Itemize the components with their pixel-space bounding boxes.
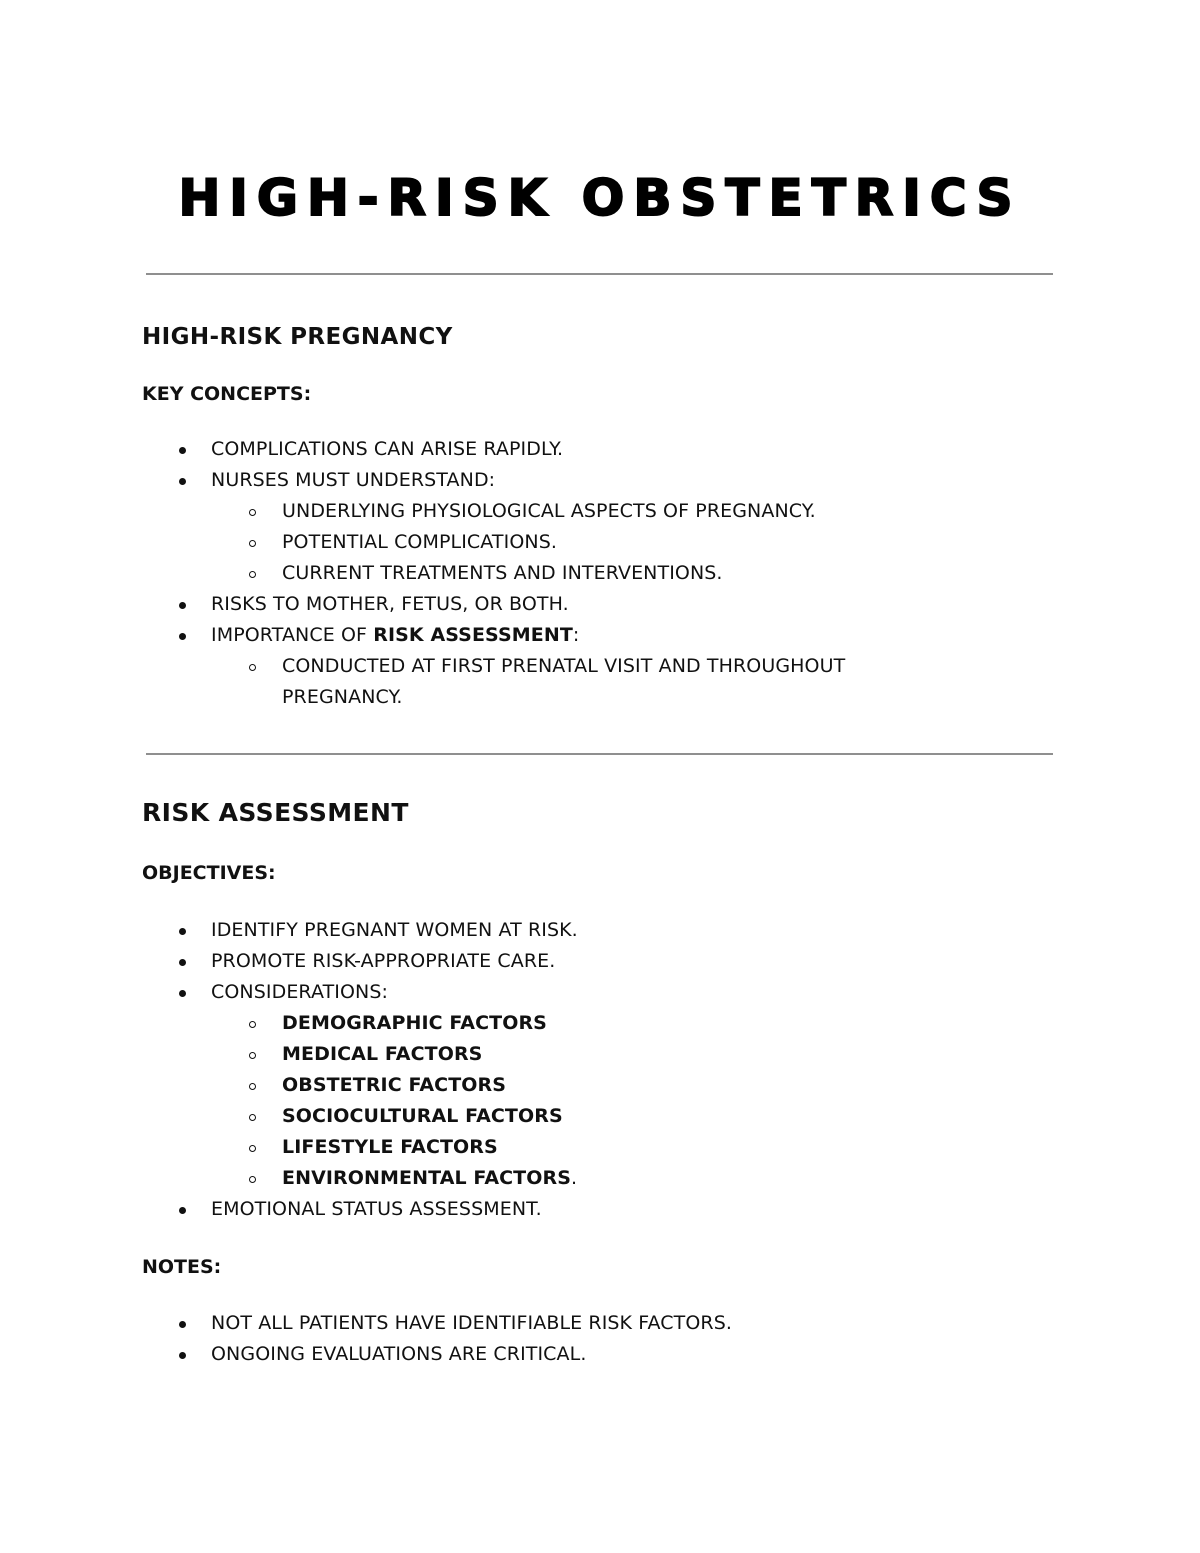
list-item-text-prefix: IMPORTANCE OF bbox=[211, 624, 374, 646]
nested-list-item: CONDUCTED AT FIRST PRENATAL VISIT AND THROUGHOUT PREGNANCY. bbox=[211, 651, 962, 713]
list-item bbox=[142, 589, 1062, 620]
section-heading: RISK ASSESSMENT bbox=[142, 798, 409, 827]
list-item bbox=[142, 1194, 1062, 1225]
nested-list-item-text: ENVIRONMENTAL FACTORS bbox=[282, 1167, 572, 1189]
section-risk-assessment bbox=[142, 796, 1062, 1370]
list-item bbox=[142, 620, 1062, 713]
nested-list bbox=[211, 1008, 1062, 1194]
list-item-text: NURSES MUST UNDERSTAND: bbox=[211, 469, 496, 491]
nested-list bbox=[211, 651, 1062, 713]
nested-list bbox=[211, 496, 1062, 589]
list-item-text: EMOTIONAL STATUS ASSESSMENT. bbox=[211, 1198, 542, 1220]
notes-list bbox=[142, 1308, 1062, 1370]
nested-list-item: CURRENT TREATMENTS AND INTERVENTIONS. bbox=[211, 558, 1062, 589]
nested-list-item: OBSTETRIC FACTORS bbox=[211, 1070, 1062, 1101]
list-item-text: IDENTIFY PREGNANT WOMEN AT RISK. bbox=[211, 919, 578, 941]
section-heading: HIGH-RISK PREGNANCY bbox=[142, 324, 453, 350]
list-item bbox=[142, 977, 1062, 1194]
list-item bbox=[142, 465, 1062, 589]
nested-list-item: LIFESTYLE FACTORS bbox=[211, 1132, 1062, 1163]
key-concepts-list bbox=[142, 434, 1062, 713]
list-item-text: CONSIDERATIONS: bbox=[211, 981, 389, 1003]
list-item bbox=[142, 915, 1062, 946]
list-item-text: RISKS TO MOTHER, FETUS, OR BOTH. bbox=[211, 593, 569, 615]
document-title: HIGH-RISK OBSTETRICS bbox=[178, 169, 1022, 227]
list-item: ONGOING EVALUATIONS ARE CRITICAL. bbox=[142, 1339, 1062, 1370]
horizontal-divider bbox=[146, 273, 1053, 275]
objectives-list bbox=[142, 915, 1062, 1225]
nested-list-item: UNDERLYING PHYSIOLOGICAL ASPECTS OF PREGNANCY. bbox=[211, 496, 1062, 527]
list-item bbox=[142, 946, 1062, 977]
nested-list-item: DEMOGRAPHIC FACTORS bbox=[211, 1008, 1062, 1039]
notes-subheading: NOTES: bbox=[142, 1256, 222, 1278]
nested-list-item: POTENTIAL COMPLICATIONS. bbox=[211, 527, 1062, 558]
list-item-text-suffix: : bbox=[572, 624, 580, 646]
nested-list-item: SOCIOCULTURAL FACTORS bbox=[211, 1101, 1062, 1132]
section-high-risk-pregnancy bbox=[142, 320, 1062, 713]
list-item: NOT ALL PATIENTS HAVE IDENTIFIABLE RISK FACTORS. bbox=[142, 1308, 1062, 1339]
list-item-text: PROMOTE RISK-APPROPRIATE CARE. bbox=[211, 950, 556, 972]
nested-list-item-suffix: . bbox=[571, 1167, 578, 1189]
key-concepts-subheading: KEY CONCEPTS: bbox=[142, 383, 312, 405]
list-item bbox=[142, 434, 1062, 465]
list-item-text: COMPLICATIONS CAN ARISE RAPIDLY. bbox=[211, 438, 564, 460]
list-item-text-emphasis: RISK ASSESSMENT bbox=[373, 624, 573, 646]
nested-list-item bbox=[211, 1163, 1062, 1194]
nested-list-item: MEDICAL FACTORS bbox=[211, 1039, 1062, 1070]
horizontal-divider bbox=[146, 753, 1053, 755]
objectives-subheading: OBJECTIVES: bbox=[142, 862, 276, 884]
